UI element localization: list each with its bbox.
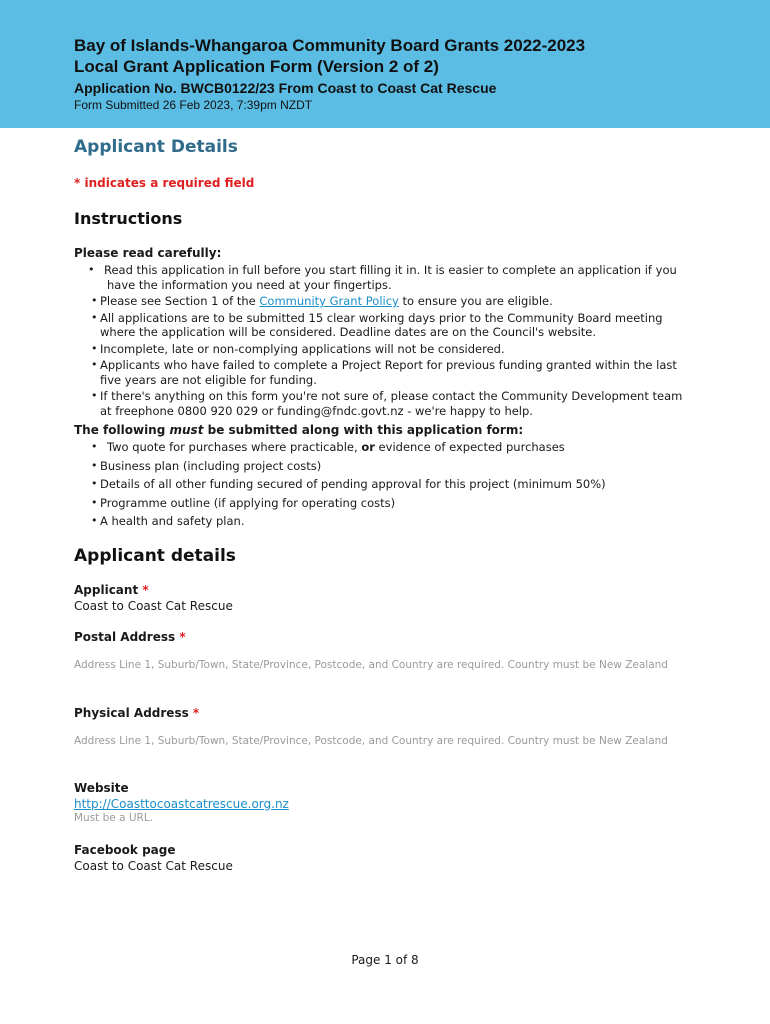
website-link[interactable]: http://Coasttocoastcatrescue.org.nz xyxy=(74,796,289,811)
list-item xyxy=(74,311,694,340)
required-documents-list xyxy=(74,440,694,529)
postal-address-hint: Address Line 1, Suburb/Town, State/Province, Postcode, and Country are required. Country must be New Zealand xyxy=(74,658,668,671)
facebook-value: Coast to Coast Cat Rescue xyxy=(74,858,233,873)
must-text: The following xyxy=(74,423,170,437)
form-title: Bay of Islands-Whangaroa Community Board Grants 2022-2023 xyxy=(74,36,586,55)
facebook-label: Facebook page xyxy=(74,842,176,857)
submitted-date: Form Submitted 26 Feb 2023, 7:39pm NZDT xyxy=(74,98,313,112)
instruction-text: Read this application in full before you start filling it in. It is easier to complete an application if you have the information you need at your fingertips. xyxy=(104,263,677,292)
physical-address-label xyxy=(74,705,694,721)
must-text: be submitted along with this application form: xyxy=(203,423,524,437)
required-field-note: * indicates a required field xyxy=(74,176,255,190)
document-text: A health and safety plan. xyxy=(100,514,245,528)
application-number: Application No. BWCB0122/23 From Coast to Coast Cat Rescue xyxy=(74,80,497,96)
list-item xyxy=(74,263,694,292)
list-item xyxy=(74,477,694,492)
list-item xyxy=(74,389,694,418)
document-text: evidence of expected purchases xyxy=(374,440,565,454)
document-text: Programme outline (if applying for operating costs) xyxy=(100,495,396,510)
website-value xyxy=(74,796,694,812)
document-bold: or xyxy=(361,440,375,454)
instruction-text: Please see Section 1 of the xyxy=(100,294,260,308)
list-item xyxy=(74,440,694,455)
instruction-text: Applicants who have failed to complete a Project Report for previous funding granted within the last five years are not eligible for funding. xyxy=(100,358,677,387)
list-item xyxy=(74,294,694,309)
instruction-text: Incomplete, late or non-complying applications will not be considered. xyxy=(100,341,505,356)
instructions-list xyxy=(74,263,694,418)
required-star: * xyxy=(142,582,149,597)
required-star: * xyxy=(192,705,200,720)
applicant-label xyxy=(74,582,694,598)
label-text: Postal Address xyxy=(74,629,176,644)
document-text: Business plan (including project costs) xyxy=(100,458,322,473)
list-item xyxy=(74,514,694,529)
label-text: Physical Address xyxy=(74,705,189,720)
instruction-text: All applications are to be submitted 15 clear working days prior to the Community Board meeting where the application will be considered. Deadline dates are on the Council's website. xyxy=(100,310,663,339)
read-carefully-label: Please read carefully: xyxy=(74,246,222,260)
required-star: * xyxy=(179,629,186,644)
form-version: Local Grant Application Form (Version 2 of 2) xyxy=(74,57,439,76)
must-submit-label xyxy=(74,422,694,438)
instruction-text: to ensure you are eligible. xyxy=(398,294,553,308)
list-item xyxy=(74,459,694,474)
list-item xyxy=(74,358,694,387)
applicant-details-heading: Applicant details xyxy=(74,545,236,566)
list-item xyxy=(74,496,694,511)
website-label: Website xyxy=(74,780,129,795)
applicant-value: Coast to Coast Cat Rescue xyxy=(74,598,233,613)
physical-address-hint: Address Line 1, Suburb/Town, State/Province, Postcode, and Country are required. Country must be New Zealand xyxy=(74,734,668,747)
label-text: Applicant xyxy=(74,582,139,597)
postal-address-label xyxy=(74,629,694,645)
applicant-details-title: Applicant Details xyxy=(74,137,238,157)
form-body xyxy=(74,136,694,874)
must-emphasis: must xyxy=(169,423,204,437)
instruction-text: If there's anything on this form you're not sure of, please contact the Community Development team at freephone 0800 920 029 or funding@fndc.govt.nz - we're happy to help. xyxy=(100,389,683,418)
document-text: Two quote for purchases where practicable, xyxy=(107,440,362,454)
instructions-heading: Instructions xyxy=(74,209,183,228)
website-hint: Must be a URL. xyxy=(74,811,154,824)
community-grant-policy-link[interactable]: Community Grant Policy xyxy=(259,294,399,308)
form-header xyxy=(0,0,770,128)
list-item xyxy=(74,342,694,357)
document-text: Details of all other funding secured of pending approval for this project (minimum 50%) xyxy=(100,477,606,491)
page-number: Page 1 of 8 xyxy=(351,953,419,967)
